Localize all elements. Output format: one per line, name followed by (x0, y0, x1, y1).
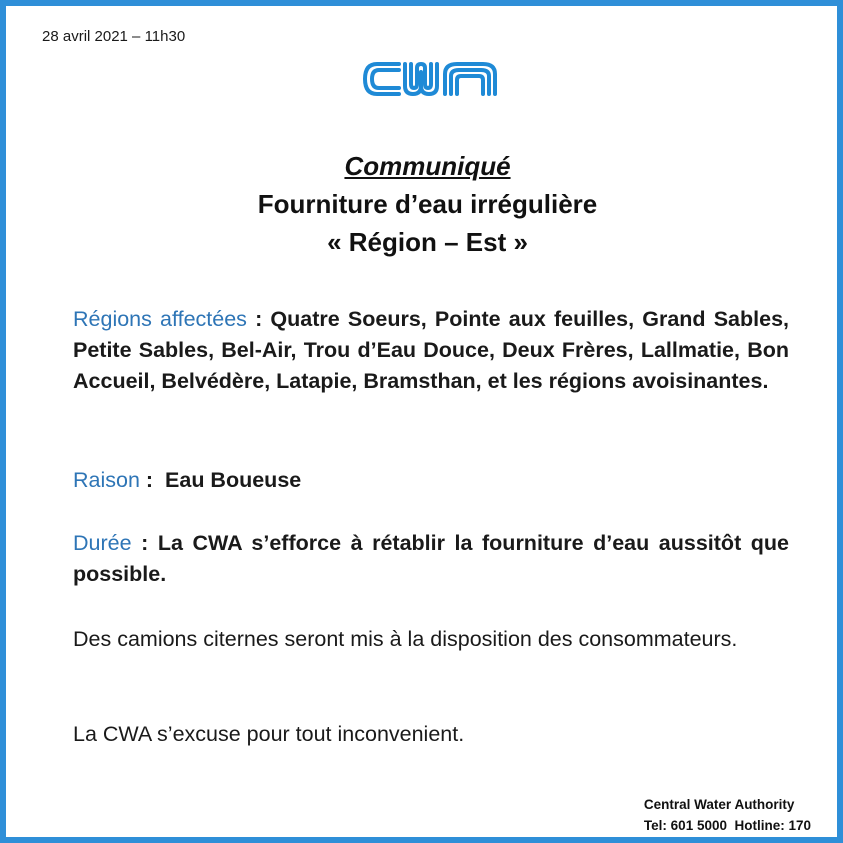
reason-paragraph (73, 465, 789, 496)
footer (644, 794, 811, 836)
affected-regions-label: Régions affectées (73, 307, 247, 331)
title-block (6, 148, 843, 260)
date-line: 28 avril 2021 – 11h30 (42, 28, 186, 45)
duration-text: La CWA s’efforce à rétablir la fourniture d’eau aussitôt que possible. (73, 531, 790, 586)
title-subject: Fourniture d’eau irrégulière (257, 189, 598, 219)
reason-separator: : (139, 468, 166, 492)
apology-paragraph: La CWA s’excuse pour tout inconvenient. (73, 722, 465, 746)
trucks-paragraph: Des camions citernes seront mis à la disposition des consommateurs. (73, 627, 738, 651)
reason-text: Eau Boueuse (165, 468, 302, 492)
affected-regions-separator: : (246, 307, 271, 331)
footer-contact: Tel: 601 5000 Hotline: 170 (643, 818, 811, 833)
duration-separator: : (131, 531, 158, 555)
cwa-logo-icon (361, 56, 501, 102)
title-communique: Communiqué (344, 151, 511, 181)
footer-org: Central Water Authority (643, 797, 795, 812)
affected-regions-paragraph (73, 304, 789, 397)
duration-paragraph (73, 528, 789, 590)
title-region: « Région – Est » (327, 227, 528, 257)
affected-regions-text: Quatre Soeurs, Pointe aux feuilles, Grand Sables, Petite Sables, Bel-Air, Trou d’Eau Douce, Deux Frères, Lallmatie, Bon Accueil, Belvédère, Latapie, Bramsthan, et les régions avoisinantes. (73, 307, 789, 393)
duration-label: Durée (73, 531, 132, 555)
reason-label: Raison (73, 468, 140, 492)
